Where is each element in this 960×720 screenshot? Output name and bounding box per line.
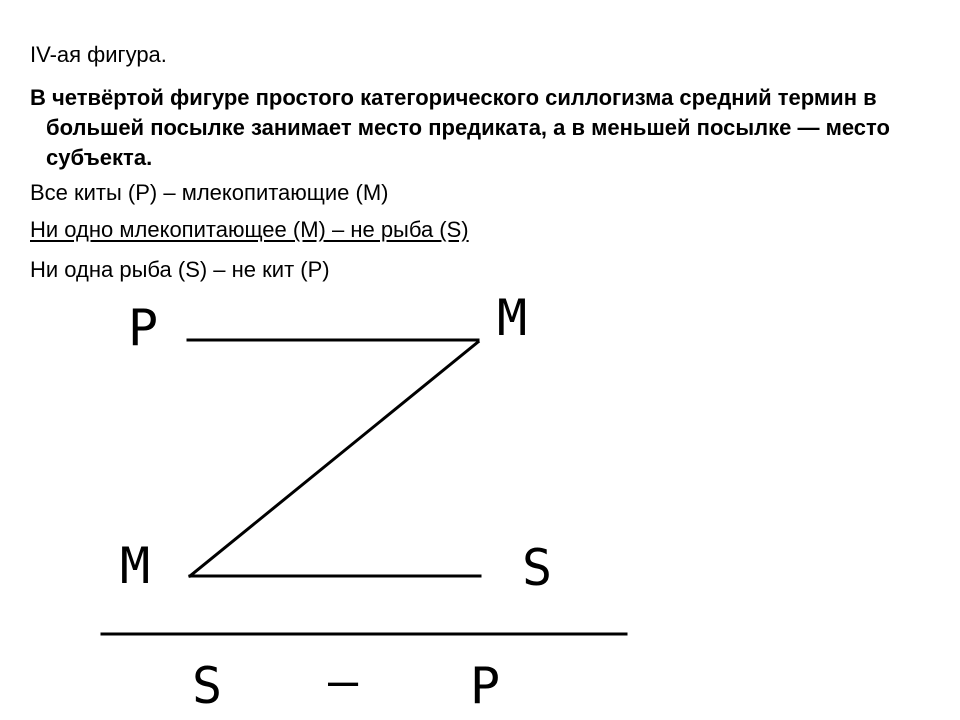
term-top-right: M — [497, 289, 528, 347]
term-bottom-right: S — [522, 539, 553, 597]
major-premise: Все киты (Р) – млекопитающие (М) — [30, 180, 389, 205]
minor-premise: Ни одно млекопитающее (М) – не рыба (S) — [30, 217, 469, 242]
conclusion: Ни одна рыба (S) – не кит (Р) — [30, 257, 330, 282]
conclusion-subject: S — [192, 657, 223, 715]
figure-definition: В четвёртой фигуре простого категорического силлогизма средний термин в большей посылке занимает место предиката, а в меньшей посылке — место субъекта. — [30, 85, 890, 170]
term-bottom-left: M — [120, 537, 151, 595]
term-top-left: P — [128, 299, 159, 357]
conclusion-predicate: P — [470, 657, 501, 715]
diagonal-connector-line — [190, 342, 478, 576]
conclusion-dash: – — [328, 652, 359, 710]
slide-heading: IV-ая фигура. — [30, 42, 167, 67]
